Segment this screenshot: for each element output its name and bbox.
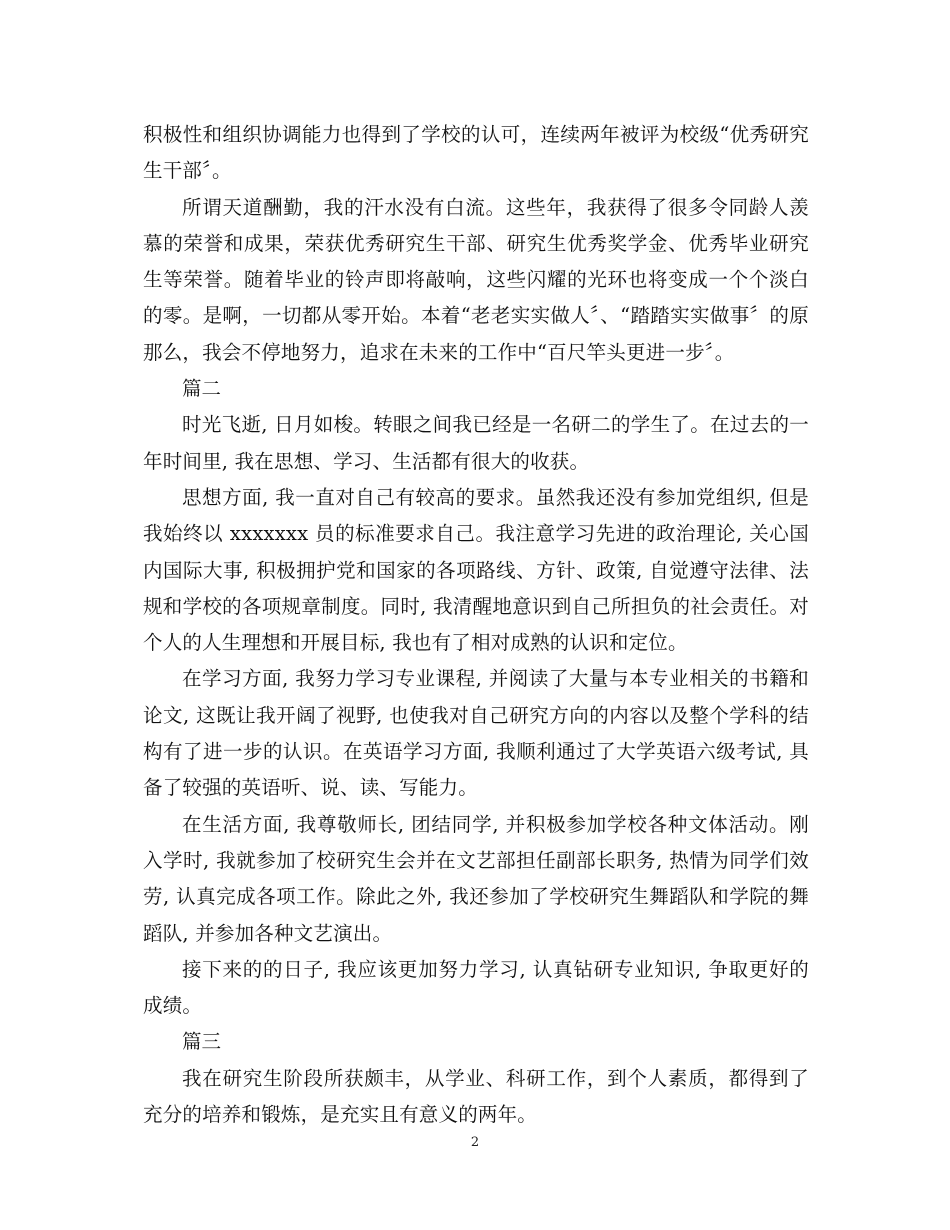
document-body bbox=[143, 117, 809, 1133]
paragraph-graduate-summary: 我在研究生阶段所获颇丰，从学业、科研工作，到个人素质，都得到了充分的培养和锻炼，是充实且有意义的两年。 bbox=[143, 1066, 809, 1127]
section-heading-part-three: 篇三 bbox=[182, 1030, 222, 1054]
page-number: 2 bbox=[470, 1135, 480, 1150]
section-heading-part-two: 篇二 bbox=[182, 377, 222, 401]
paragraph-continuation: 积极性和组织协调能力也得到了学校的认可，连续两年被评为校级“优秀研究生干部〞。 bbox=[143, 123, 809, 183]
paragraph-time-flies: 时光飞逝, 日月如梭。转眼之间我已经是一名研二的学生了。在过去的一年时间里, 我在思想、学习、生活都有很大的收获。 bbox=[143, 413, 809, 473]
paragraph-ideology: 思想方面, 我一直对自己有较高的要求。虽然我还没有参加党组织, 但是我始终以 xxxxxxx 员的标准要求自己。我注意学习先进的政治理论, 关心国内国际大事, 积极拥护党和国家的各项路线、方针、政策, 自觉遵守法律、法规和学校的各项规章制度。同时, 我清醒地意识到自己所担负的社会责任。对个人的人生理想和开展目标, 我也有了相对成熟的认识和定位。 bbox=[143, 485, 809, 655]
paragraph-life: 在生活方面, 我尊敬师长, 团结同学, 并积极参加学校各种文体活动。刚入学时, 我就参加了校研究生会并在文艺部担任副部长职务, 热情为同学们效劳, 认真完成各项工作。除此之外, 我还参加了学校研究生舞蹈队和学院的舞蹈队, 并参加各种文艺演出。 bbox=[143, 812, 809, 945]
paragraph-next-steps: 接下来的的日子, 我应该更加努力学习, 认真钻研专业知识, 争取更好的成绩。 bbox=[143, 957, 809, 1018]
paragraph-hard-work-honors: 所谓天道酬勤，我的汗水没有白流。这些年，我获得了很多令同龄人羡慕的荣誉和成果，荣获优秀研究生干部、研究生优秀奖学金、优秀毕业研究生等荣誉。随着毕业的铃声即将敲响，这些闪耀的光环也将变成一个个淡白的零。是啊，一切都从零开始。本着“老老实实做人〞、“踏踏实实做事〞的原那么，我会不停地努力，追求在未来的工作中“百尺竿头更进一步〞。 bbox=[143, 195, 809, 364]
paragraph-study: 在学习方面, 我努力学习专业课程, 并阅读了大量与本专业相关的书籍和论文, 这既让我开阔了视野, 也使我对自己研究方向的内容以及整个学科的结构有了进一步的认识。在英语学习方面, 我顺利通过了大学英语六级考试, 具备了较强的英语听、说、读、写能力。 bbox=[143, 667, 809, 800]
